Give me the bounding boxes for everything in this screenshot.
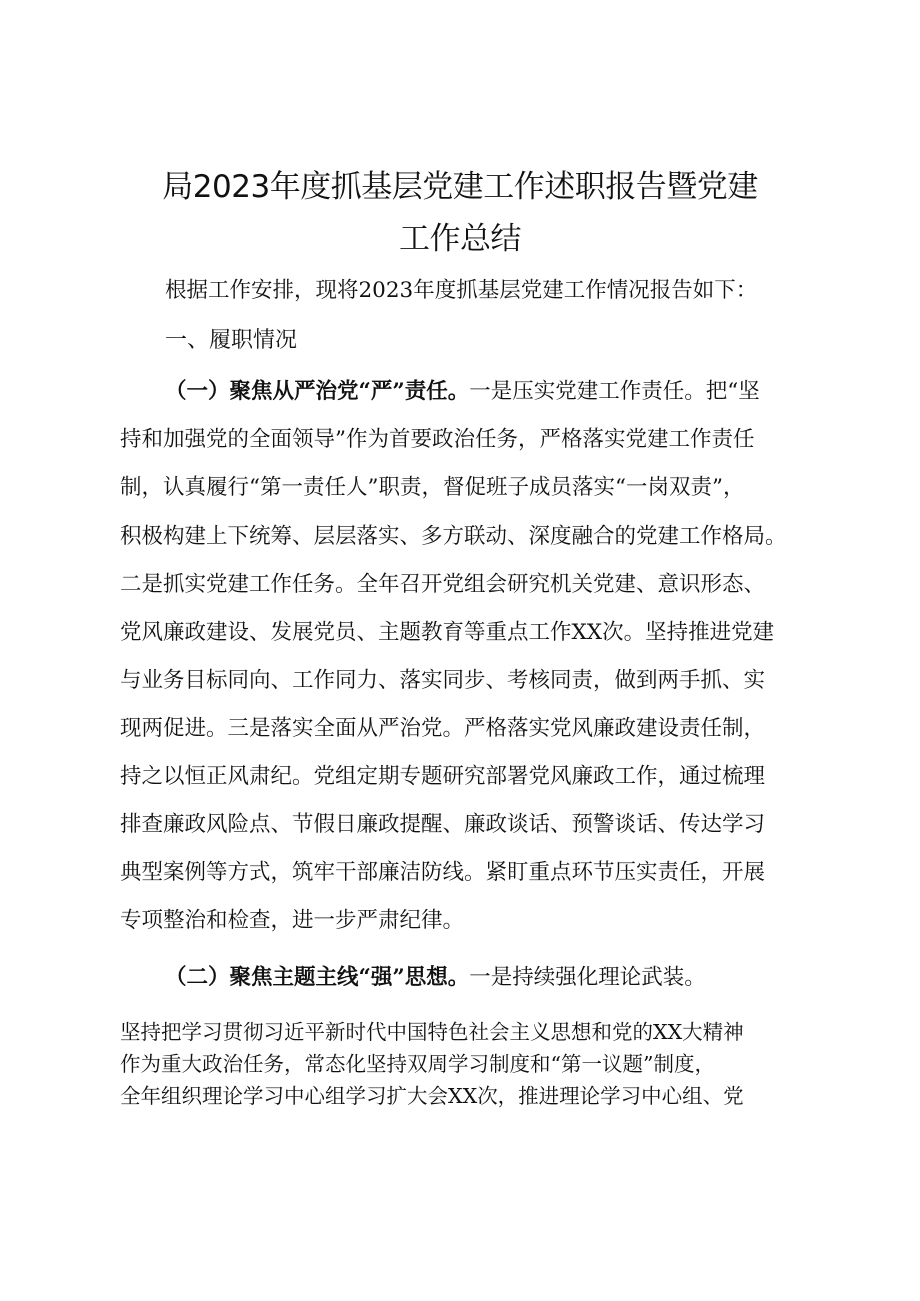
- paragraph-line: 持和加强党的全面领导”作为首要政治任务，严格落实党建工作责任: [120, 427, 755, 452]
- document-title-line-2: 工作总结: [399, 221, 521, 257]
- part2-first-line-text: 一是持续强化理论武装。: [469, 965, 706, 990]
- section-heading-1: 一、履职情况: [165, 328, 298, 353]
- paragraph-line: 二是抓实党建工作任务。全年召开党组会研究机关党建、意识形态、: [120, 572, 766, 597]
- part1-first-line: [165, 377, 865, 407]
- part1-heading: （一）聚焦从严治党“严”责任。: [165, 379, 470, 404]
- paragraph-line: 制，认真履行“第一责任人”职责，督促班子成员落实“一岗双责”，: [120, 475, 745, 500]
- intro-paragraph: 根据工作安排，现将2023年度抓基层党建工作情况报告如下：: [165, 278, 758, 303]
- paragraph-line: 排查廉政风险点、节假日廉政提醒、廉政谈话、预警谈话、传达学习: [120, 812, 766, 837]
- document-title-line-1: 局2023年度抓基层党建工作述职报告暨党建: [162, 169, 758, 205]
- paragraph-line: 全年组织理论学习中心组学习扩大会XX次，推进理论学习中心组、党: [120, 1084, 744, 1108]
- paragraph-line: 积极构建上下统筹、层层落实、多方联动、深度融合的党建工作格局。: [120, 524, 787, 549]
- paragraph-line: 作为重大政治任务，常态化坚持双周学习制度和“第一议题”制度，: [120, 1052, 715, 1076]
- paragraph-line: 坚持把学习贯彻习近平新时代中国特色社会主义思想和党的XX大精神: [120, 1020, 744, 1044]
- paragraph-line: 典型案例等方式，筑牢干部廉洁防线。紧盯重点环节压实责任，开展: [120, 860, 766, 885]
- part2-first-line: [165, 963, 865, 993]
- paragraph-line: 现两促进。三是落实全面从严治党。严格落实党风廉政建设责任制，: [120, 716, 766, 741]
- paragraph-line: 与业务目标同向、工作同力、落实同步、考核同责，做到两手抓、实: [120, 668, 766, 693]
- paragraph-line: 专项整治和检查，进一步严肃纪律。: [120, 908, 465, 933]
- part2-heading: （二）聚焦主题主线“强”思想。: [165, 965, 470, 990]
- part1-first-line-text: 一是压实党建工作责任。把“坚: [469, 379, 760, 404]
- paragraph-line: 党风廉政建设、发展党员、主题教育等重点工作XX次。坚持推进党建: [120, 620, 775, 645]
- paragraph-line: 持之以恒正风肃纪。党组定期专题研究部署党风廉政工作，通过梳理: [120, 764, 766, 789]
